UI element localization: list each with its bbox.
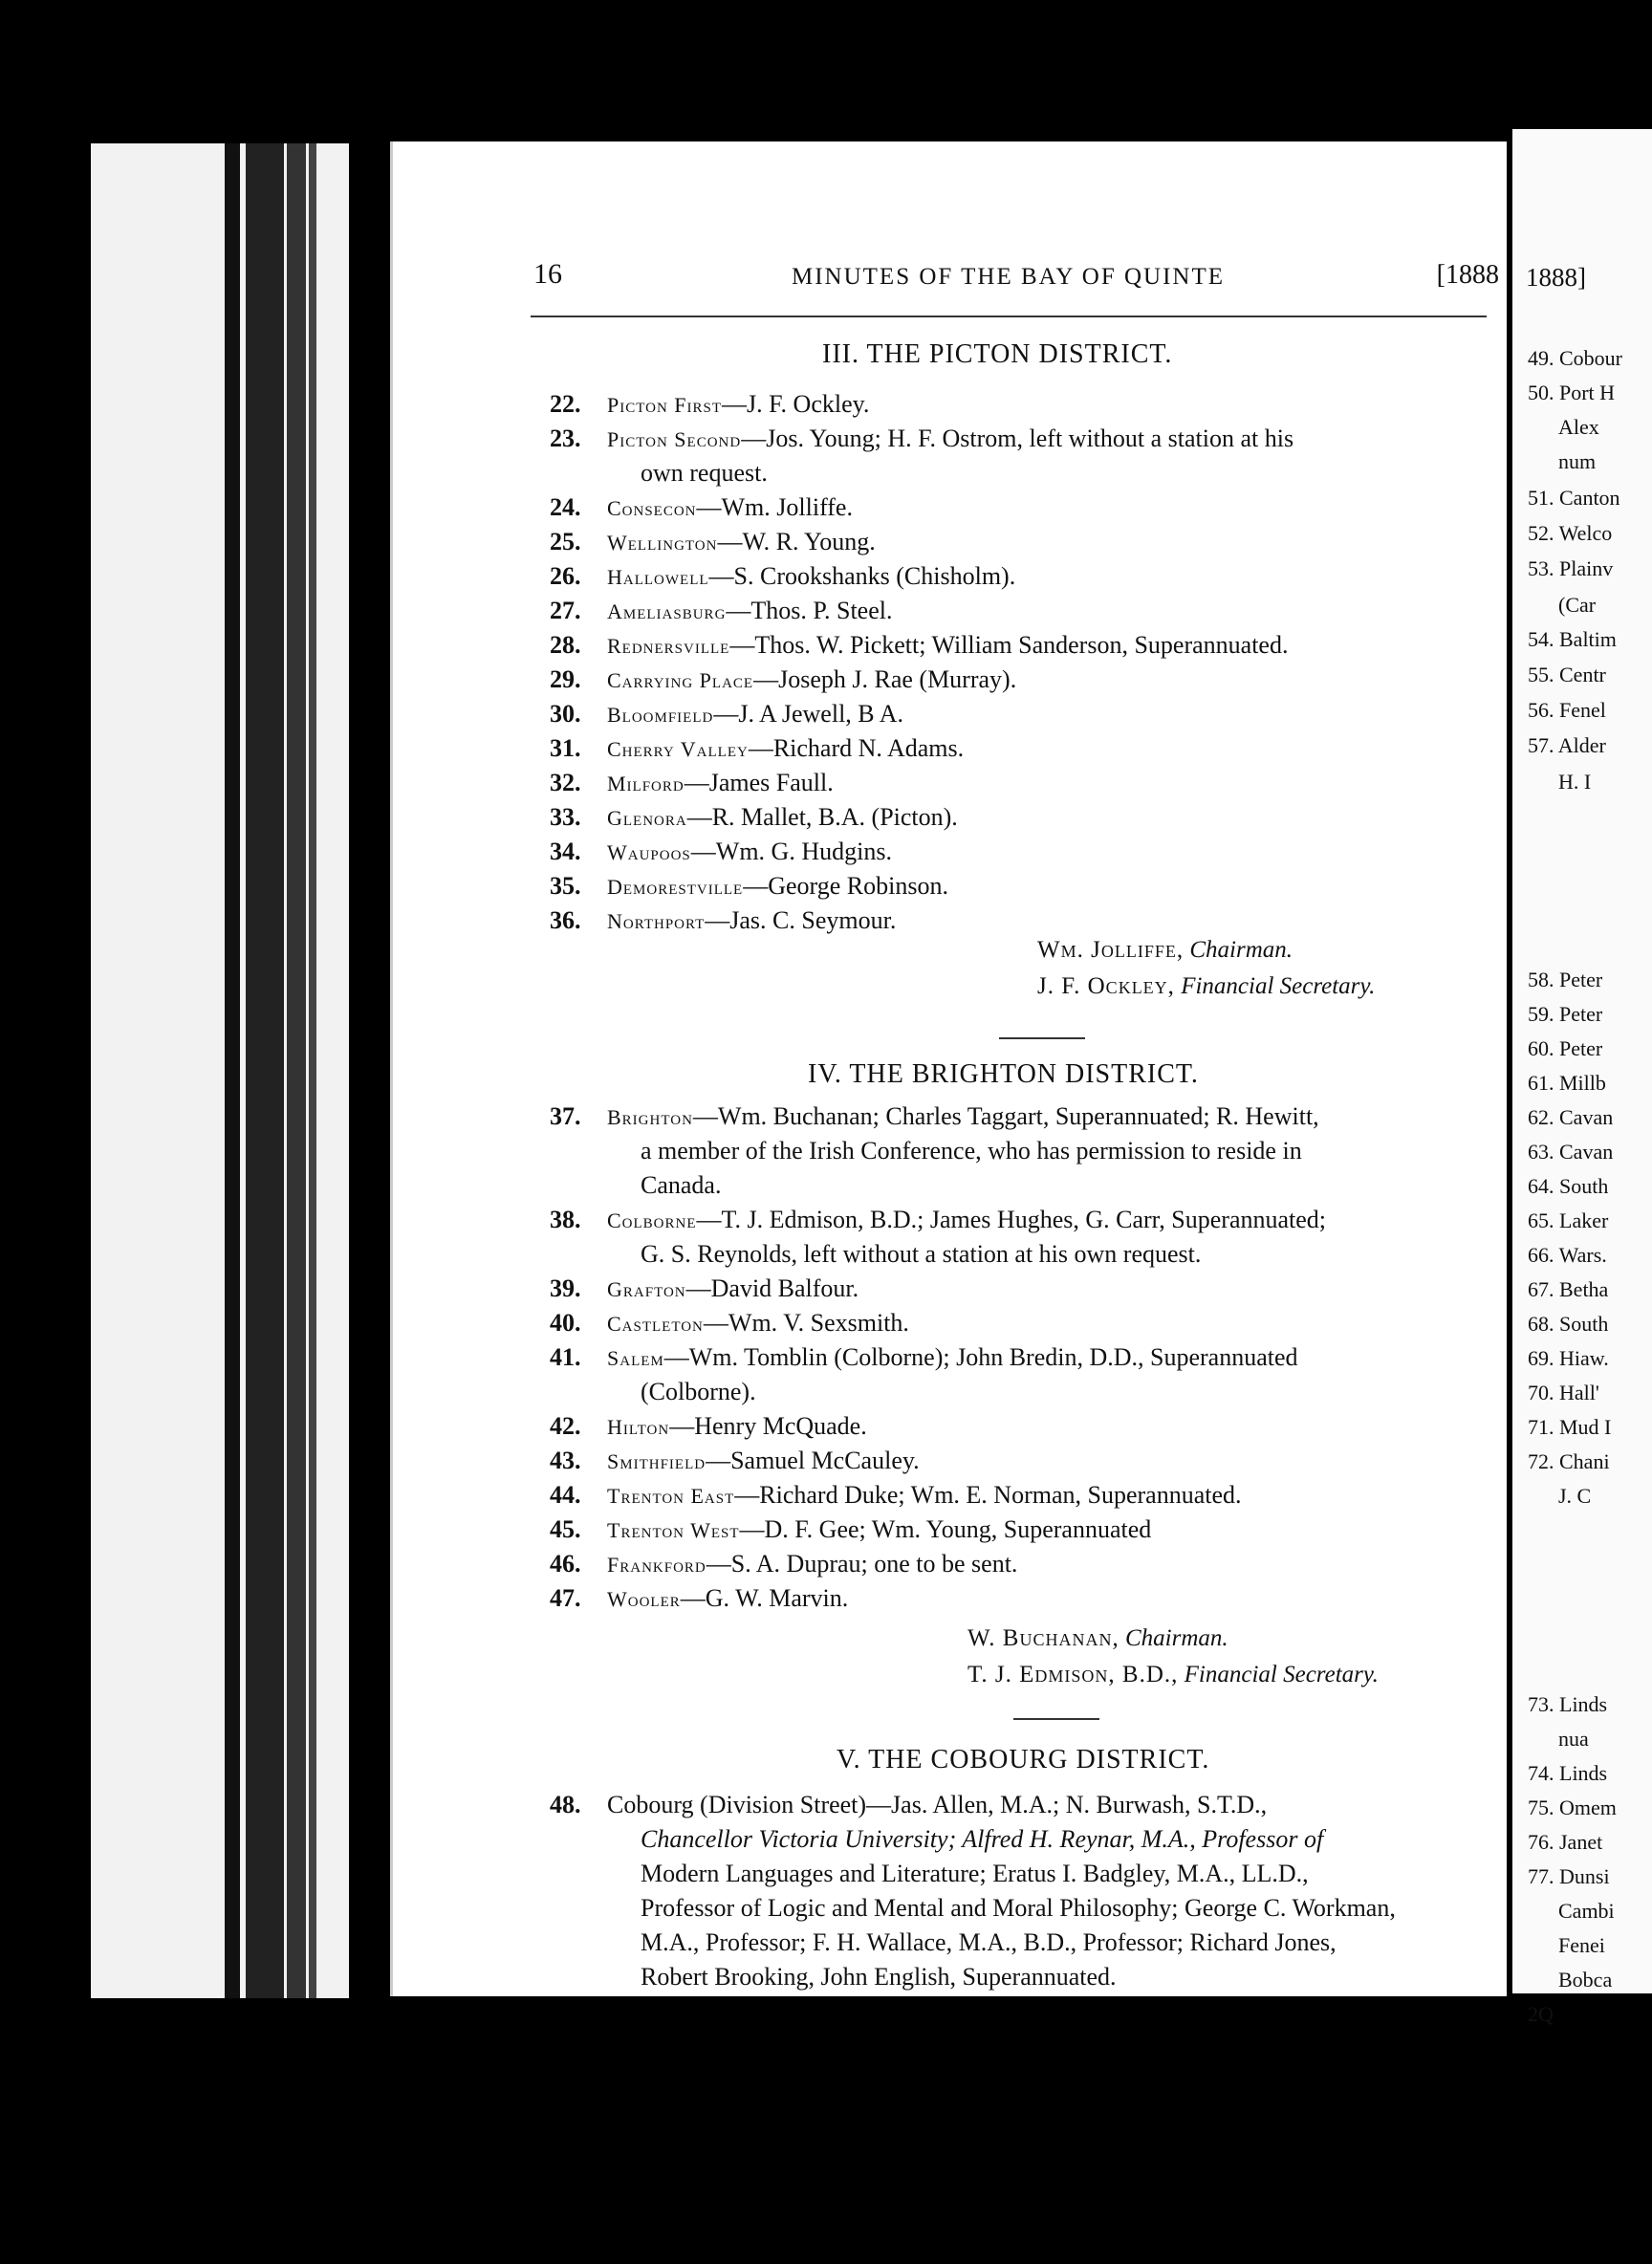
station-name: Glenora: [607, 806, 687, 830]
entry-35: [550, 869, 948, 904]
right-page-line: H. I: [1558, 770, 1592, 794]
entry-48: [550, 1788, 1267, 1822]
officer-name: J. F. Ockley,: [1037, 973, 1175, 999]
running-header: [533, 258, 1499, 296]
entry-continuation: own request.: [641, 459, 768, 487]
right-page-line: 70. Hall': [1528, 1381, 1599, 1404]
entry-37: [550, 1099, 1319, 1135]
entry-48-line-6: Robert Brooking, John English, Superannuated.: [641, 1963, 1117, 1991]
district-officer: [967, 1625, 1228, 1652]
entry-34: [550, 835, 892, 870]
appointment-text: —Jos. Young; H. F. Ostrom, left without a station at his: [741, 424, 1294, 452]
right-page-line: 72. Chani: [1528, 1449, 1610, 1473]
station-name: Picton Second: [607, 427, 742, 451]
entry-number: 33.: [550, 803, 581, 831]
appointment-text: —R. Mallet, B.A. (Picton).: [686, 803, 958, 831]
entry-48-line-2: Chancellor Victoria University; Alfred H. Reynar, M.A., Professor of: [641, 1825, 1324, 1853]
section-separator: [1013, 1718, 1099, 1720]
book-page-edges: [91, 143, 349, 1998]
right-page-year: 1888]: [1526, 263, 1586, 292]
entry-number: 44.: [550, 1481, 581, 1509]
right-page-line: Fenei: [1558, 1933, 1605, 1957]
entry-40: [550, 1306, 909, 1341]
right-page-line: 58. Peter: [1528, 968, 1603, 991]
appointment-text: —Henry McQuade.: [669, 1412, 867, 1440]
station-name: Milford: [607, 772, 685, 795]
station-name: Trenton East: [607, 1484, 735, 1508]
header-year: [1888: [1436, 260, 1499, 290]
appointment-text: —Wm. Tomblin (Colborne); John Bredin, D.D., Superannuated: [663, 1343, 1298, 1371]
entry-30: [550, 697, 903, 732]
right-page-line: 55. Centr: [1528, 663, 1606, 686]
appointment-text: —George Robinson.: [743, 872, 948, 900]
right-page-line: 62. Cavan: [1528, 1105, 1614, 1129]
right-page-line: 63. Cavan: [1528, 1140, 1614, 1164]
entry-number: 46.: [550, 1550, 581, 1578]
entry-number: 38.: [550, 1206, 581, 1233]
right-page-line: 71. Mud I: [1528, 1415, 1612, 1439]
station-name: Wooler: [607, 1587, 681, 1611]
right-page-line: nua: [1558, 1727, 1589, 1751]
station-name: Hilton: [607, 1415, 670, 1439]
right-page-line: 60. Peter: [1528, 1036, 1603, 1060]
station-name: Grafton: [607, 1277, 686, 1301]
right-page-line: 59. Peter: [1528, 1002, 1603, 1026]
entry-31: [550, 731, 964, 767]
entry-42: [550, 1409, 867, 1445]
entry-45: [550, 1513, 1151, 1548]
entry-28: [550, 628, 1288, 664]
station-name: Smithfield: [607, 1449, 706, 1473]
entry-number: 36.: [550, 906, 581, 934]
right-page-line: 54. Baltim: [1528, 627, 1617, 651]
station-name: Castleton: [607, 1312, 704, 1336]
district-heading-cobourg: V. THE COBOURG DISTRICT.: [837, 1745, 1210, 1774]
station-name: Waupoos: [607, 840, 691, 864]
station-name: Bloomfield: [607, 703, 714, 727]
entry-number: 28.: [550, 631, 581, 659]
appointment-text: —Samuel McCauley.: [706, 1447, 920, 1474]
officer-role: Financial Secretary.: [1184, 1662, 1379, 1687]
appointment-text: —J. A Jewell, B A.: [713, 700, 903, 728]
entry-number: 22.: [550, 390, 581, 418]
entry-number: 24.: [550, 493, 581, 521]
entry-number: 32.: [550, 769, 581, 796]
station-name: Colborne: [607, 1208, 697, 1232]
entry-number: 47.: [550, 1584, 581, 1612]
right-page-line: 51. Canton: [1528, 486, 1620, 510]
entry-46: [550, 1547, 1017, 1582]
right-page-line: 69. Hiaw.: [1528, 1346, 1609, 1370]
entry-number: 27.: [550, 597, 581, 624]
entry-number: 31.: [550, 734, 581, 762]
entry-26: [550, 559, 1015, 595]
right-page-line: 66. Wars.: [1528, 1243, 1607, 1267]
entry-39: [550, 1272, 859, 1307]
right-page-line: J. C: [1558, 1484, 1592, 1508]
appointment-text: —Richard Duke; Wm. E. Norman, Superannuated.: [734, 1481, 1242, 1509]
entry-33: [550, 800, 958, 836]
right-page-line: 52. Welco: [1528, 521, 1613, 545]
station-name: Ameliasburg: [607, 599, 727, 623]
entry-number: 45.: [550, 1515, 581, 1543]
entry-22: [550, 387, 869, 423]
station-name: Frankford: [607, 1553, 706, 1577]
entry-number: 29.: [550, 665, 581, 693]
entry-number: 37.: [550, 1102, 581, 1130]
right-page-line: 77. Dunsi: [1528, 1864, 1610, 1888]
right-page-line: Cambi: [1558, 1899, 1615, 1923]
station-name: Hallowell: [607, 565, 709, 589]
officer-name: Wm. Jolliffe,: [1037, 937, 1185, 963]
entry-48-line-4: Professor of Logic and Mental and Moral Philosophy; George C. Workman,: [641, 1894, 1396, 1922]
station-name: Salem: [607, 1346, 664, 1370]
right-page-line: 68. South: [1528, 1312, 1609, 1336]
appointment-text: —Jas. C. Seymour.: [705, 906, 897, 934]
entry-29: [550, 663, 1016, 698]
entry-44: [550, 1478, 1242, 1513]
entry-number: 43.: [550, 1447, 581, 1474]
station-name: Wellington: [607, 531, 718, 555]
entry-47: [550, 1581, 848, 1617]
entry-number: 26.: [550, 562, 581, 590]
right-page-line: 53. Plainv: [1528, 556, 1614, 580]
section-separator: [999, 1037, 1085, 1039]
district-officer: [1037, 937, 1293, 964]
right-page-line: 76. Janet: [1528, 1830, 1603, 1854]
station-name: Trenton West: [607, 1518, 740, 1542]
entry-43: [550, 1444, 920, 1479]
entry-48-line-1: Cobourg (Division Street)—Jas. Allen, M.A.; N. Burwash, S.T.D.,: [607, 1791, 1268, 1818]
station-name: Carrying Place: [607, 668, 754, 692]
right-page-line: 75. Omem: [1528, 1796, 1617, 1819]
entry-number: 48.: [550, 1791, 581, 1818]
appointment-text: —James Faull.: [684, 769, 834, 796]
entry-number: 42.: [550, 1412, 581, 1440]
entry-continuation: (Colborne).: [641, 1378, 756, 1405]
entry-36: [550, 903, 896, 939]
appointment-text: —Richard N. Adams.: [748, 734, 965, 762]
appointment-text: —J. F. Ockley.: [722, 390, 870, 418]
entry-38: [550, 1203, 1326, 1238]
page-title: MINUTES OF THE BAY OF QUINTE: [792, 264, 1226, 290]
entry-number: 35.: [550, 872, 581, 900]
appointment-text: —S. A. Duprau; one to be sent.: [706, 1550, 1018, 1578]
right-page-line: Alex: [1558, 415, 1599, 439]
entry-number: 25.: [550, 528, 581, 555]
entry-number: 34.: [550, 838, 581, 865]
right-page-line: 65. Laker: [1528, 1208, 1609, 1232]
officer-role: Chairman.: [1189, 937, 1293, 963]
right-page-line: 73. Linds: [1528, 1692, 1608, 1716]
entry-25: [550, 525, 876, 560]
appointment-text: —T. J. Edmison, B.D.; James Hughes, G. Carr, Superannuated;: [696, 1206, 1327, 1233]
right-page-line: 49. Cobour: [1528, 346, 1622, 370]
header-rule: [531, 316, 1487, 317]
right-page-line: 57. Alder: [1528, 733, 1606, 757]
appointment-text: —G. W. Marvin.: [680, 1584, 849, 1612]
entry-number: 39.: [550, 1274, 581, 1302]
right-page-line: 50. Port H: [1528, 381, 1616, 404]
entry-32: [550, 766, 834, 801]
appointment-text: —Wm. G. Hudgins.: [690, 838, 892, 865]
officer-name: W. Buchanan,: [967, 1625, 1119, 1651]
station-name: Picton First: [607, 393, 723, 417]
appointment-text: —Wm. Buchanan; Charles Taggart, Superannuated; R. Hewitt,: [692, 1102, 1319, 1130]
appointment-text: —Wm. V. Sexsmith.: [703, 1309, 909, 1337]
appointment-text: —Wm. Jolliffe.: [696, 493, 853, 521]
right-page-line: Bobca: [1558, 1968, 1613, 1992]
entry-number: 30.: [550, 700, 581, 728]
entry-number: 41.: [550, 1343, 581, 1371]
officer-role: Financial Secretary.: [1181, 973, 1376, 999]
entry-number: 23.: [550, 424, 581, 452]
appointment-text: —Joseph J. Rae (Murray).: [753, 665, 1017, 693]
right-page-line: (Car: [1558, 593, 1597, 617]
appointment-text: —D. F. Gee; Wm. Young, Superannuated: [739, 1515, 1152, 1543]
officer-name: T. J. Edmison, B.D.,: [967, 1662, 1179, 1687]
entry-41: [550, 1340, 1298, 1376]
station-name: Northport: [607, 909, 706, 933]
district-officer: [1037, 973, 1375, 1000]
entry-continuation: a member of the Irish Conference, who has permission to reside in: [641, 1137, 1302, 1165]
page-number: 16: [533, 258, 562, 290]
station-name: Brighton: [607, 1105, 693, 1129]
station-name: Rednersville: [607, 634, 730, 658]
right-page-line: 2Q: [1528, 2002, 1554, 2026]
entry-48-line-3: Modern Languages and Literature; Eratus I. Badgley, M.A., LL.D.,: [641, 1860, 1309, 1887]
right-page-line: 74. Linds: [1528, 1761, 1608, 1785]
right-page-line: 64. South: [1528, 1174, 1609, 1198]
right-page-line: 61. Millb: [1528, 1071, 1606, 1095]
station-name: Cherry Valley: [607, 737, 749, 761]
district-heading-picton: III. THE PICTON DISTRICT.: [822, 339, 1173, 369]
right-page-line: 67. Betha: [1528, 1277, 1609, 1301]
appointment-text: —Thos. W. Pickett; William Sanderson, Superannuated.: [729, 631, 1289, 659]
appointment-text: —Thos. P. Steel.: [726, 597, 893, 624]
station-name: Consecon: [607, 496, 697, 520]
entry-27: [550, 594, 892, 629]
entry-continuation: G. S. Reynolds, left without a station at his own request.: [641, 1240, 1202, 1268]
appointment-text: —David Balfour.: [685, 1274, 859, 1302]
entry-24: [550, 490, 853, 526]
station-name: Demorestville: [607, 875, 744, 899]
appointment-text: —S. Crookshanks (Chisholm).: [708, 562, 1016, 590]
district-officer: [967, 1662, 1379, 1688]
entry-continuation: Canada.: [641, 1171, 722, 1199]
right-page-line: num: [1558, 449, 1597, 473]
entry-48-line-5: M.A., Professor; F. H. Wallace, M.A., B.D., Professor; Richard Jones,: [641, 1928, 1337, 1956]
appointment-text: —W. R. Young.: [717, 528, 876, 555]
entry-number: 40.: [550, 1309, 581, 1337]
entry-23: [550, 422, 1293, 457]
district-heading-brighton: IV. THE BRIGHTON DISTRICT.: [808, 1059, 1199, 1089]
officer-role: Chairman.: [1124, 1625, 1228, 1651]
right-page-line: 56. Fenel: [1528, 698, 1606, 722]
